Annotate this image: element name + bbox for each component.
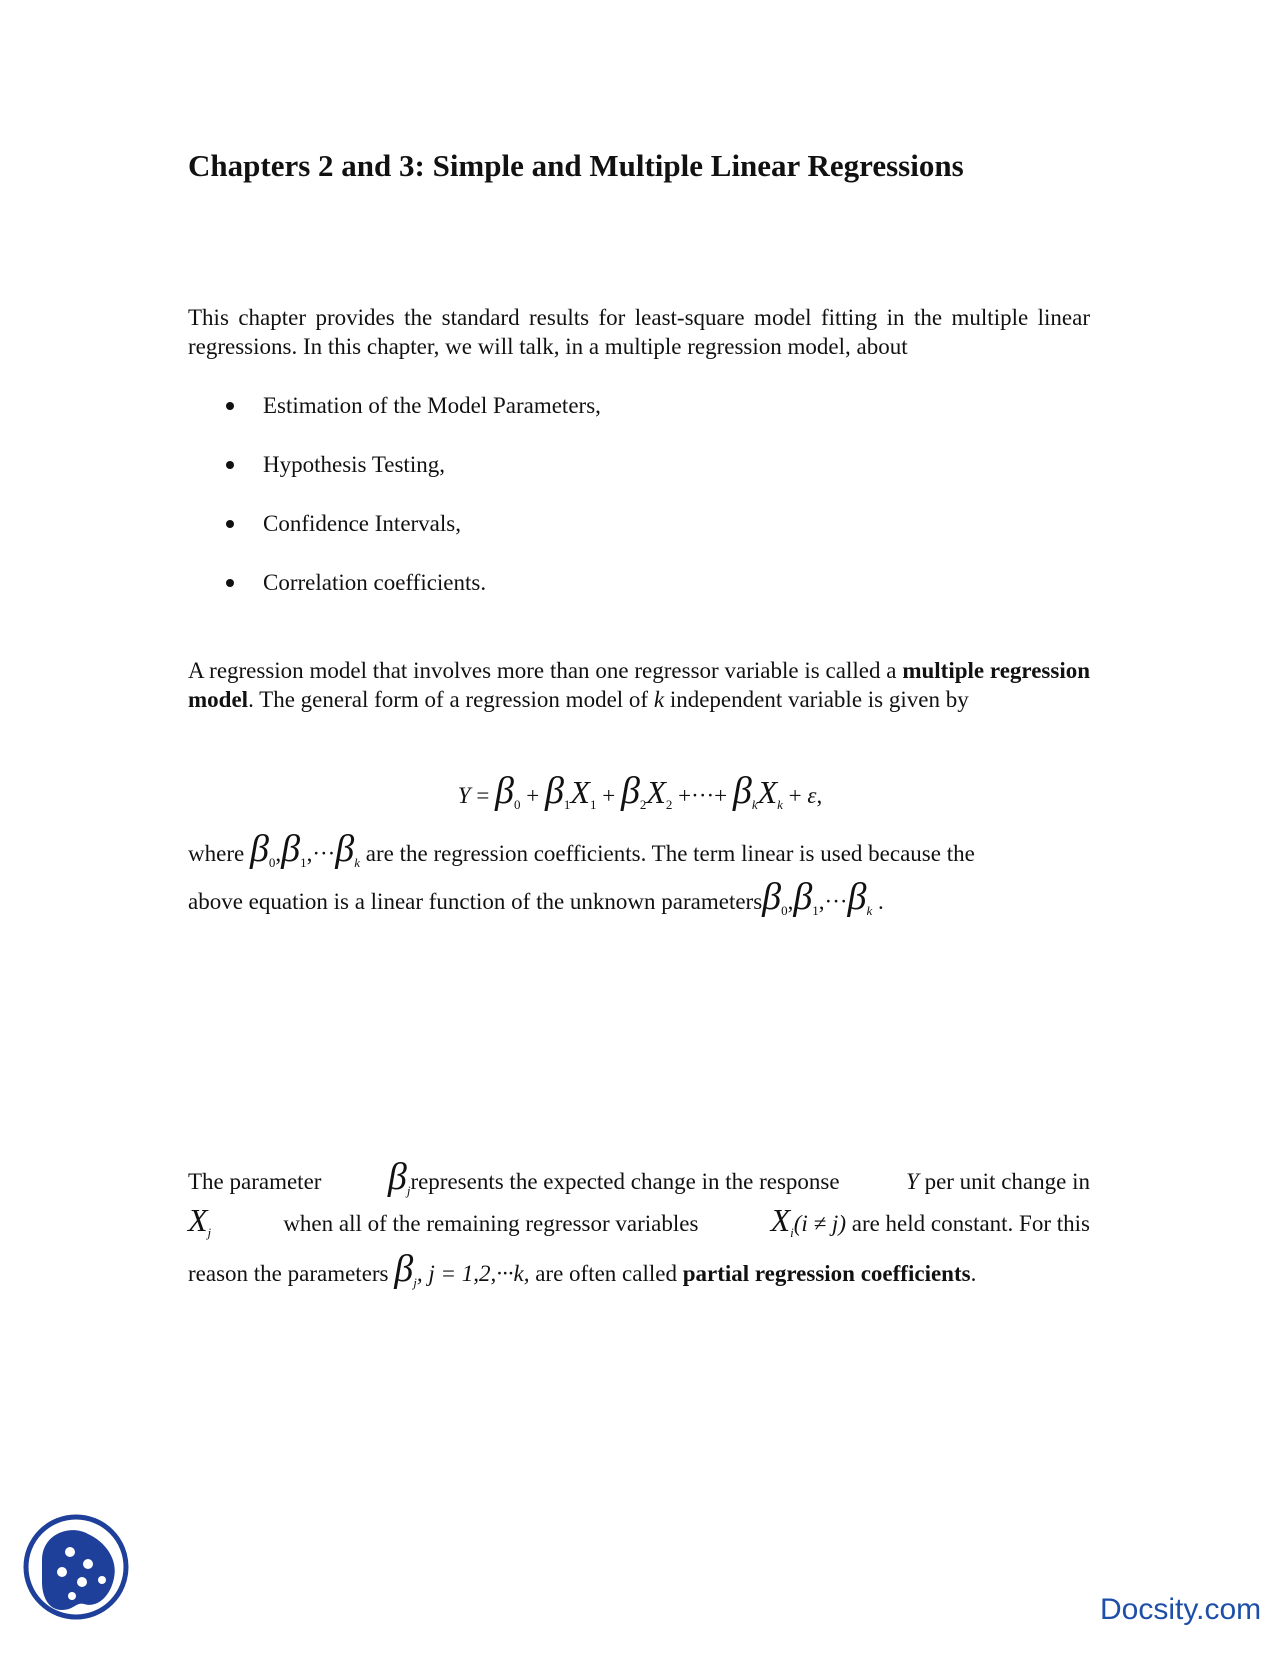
parameter-line-2: $X_j$ when all of the remaining regressor variables $X_i(i \ne j)$ are held constant. For this — [188, 1202, 1090, 1240]
parameter-line-1: The parameter $\beta_jrepresents$ the expected change in the response Y per unit change in — [188, 1156, 1090, 1198]
multiple-regression-paragraph: A regression model that involves more than one regressor variable is called a multiple regression model. The general form of a regression model of k independent variable is given by — [188, 658, 1090, 712]
bullet-icon — [226, 461, 234, 469]
list-item: Confidence Intervals, — [188, 509, 601, 568]
regression-equation: $Y = \beta_0 + \beta_1X_1 + \beta_2X_2$ +···+ $\beta_kX_k + \varepsilon$, — [457, 770, 823, 812]
intro-paragraph: This chapter provides the standard results for least-square model fitting in the multiple linear regressions. In this chapter, we will talk, in a multiple regression model, about — [188, 305, 1090, 359]
term-partial-regression-coefficients: partial regression coefficients — [682, 1261, 971, 1286]
list-item: Correlation coefficients. — [188, 568, 601, 627]
list-item: Hypothesis Testing, — [188, 450, 601, 509]
page-title: Chapters 2 and 3: Simple and Multiple Linear Regressions — [188, 148, 964, 183]
parameter-line-3: reason the parameters $\beta_j$, j = 1,2,···k, are often called partial regression coefficients. — [188, 1248, 977, 1290]
topics-list — [188, 391, 601, 627]
bullet-icon — [226, 402, 234, 410]
bullet-icon — [226, 520, 234, 528]
list-item: Estimation of the Model Parameters, — [188, 391, 601, 450]
bullet-icon — [226, 579, 234, 587]
docsity-logo-icon — [22, 1512, 130, 1622]
where-line: where $\beta_0,\beta_1,\cdot\cdot\cdot\beta_k$ are the regression coefficients. The term linear is used because the — [188, 828, 975, 870]
docsity-watermark[interactable]: Docsity.com — [1100, 1593, 1262, 1626]
term-multiple-regression-model: multiple regression model — [188, 658, 1090, 712]
unknown-parameters-line: above equation is a linear function of the unknown $parameters\beta_0,\beta_1,\cdot\cdot\cdot\beta_k$ . — [188, 876, 884, 918]
